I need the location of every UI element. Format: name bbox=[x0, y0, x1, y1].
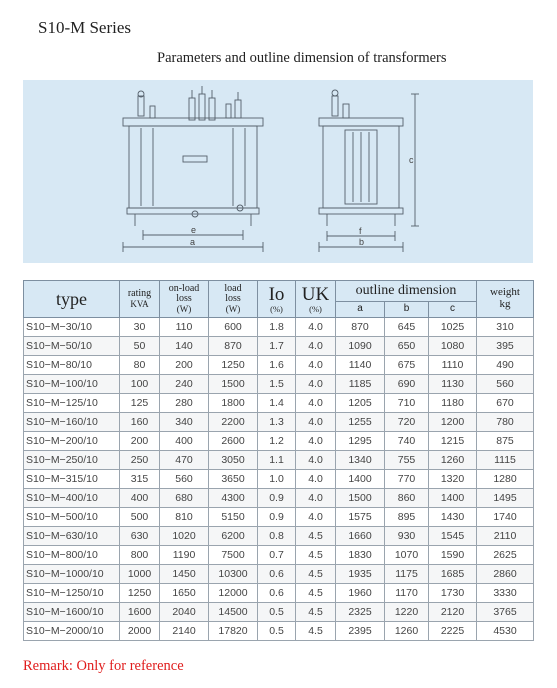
cell-rating: 500 bbox=[120, 508, 160, 527]
cell-weight: 2860 bbox=[477, 565, 534, 584]
cell-dim-b: 690 bbox=[385, 375, 429, 394]
cell-onload-loss: 1190 bbox=[160, 546, 209, 565]
cell-io: 0.6 bbox=[258, 584, 296, 603]
header-dim-c: c bbox=[429, 302, 477, 318]
cell-dim-a: 870 bbox=[336, 318, 385, 337]
header-dim-b: b bbox=[385, 302, 429, 318]
cell-dim-c: 2120 bbox=[429, 603, 477, 622]
cell-dim-b: 650 bbox=[385, 337, 429, 356]
series-title: S10-M Series bbox=[38, 18, 132, 37]
cell-type: S10−M−80/10 bbox=[24, 356, 120, 375]
cell-type: S10−M−50/10 bbox=[24, 337, 120, 356]
cell-dim-c: 1180 bbox=[429, 394, 477, 413]
dimension-label-c: c bbox=[409, 155, 414, 165]
cell-rating: 1000 bbox=[120, 565, 160, 584]
cell-load-loss: 2200 bbox=[209, 413, 258, 432]
cell-uk: 4.0 bbox=[296, 508, 336, 527]
cell-rating: 100 bbox=[120, 375, 160, 394]
cell-dim-c: 1200 bbox=[429, 413, 477, 432]
cell-weight: 2625 bbox=[477, 546, 534, 565]
cell-uk: 4.0 bbox=[296, 394, 336, 413]
cell-io: 1.8 bbox=[258, 318, 296, 337]
cell-uk: 4.0 bbox=[296, 451, 336, 470]
cell-onload-loss: 1020 bbox=[160, 527, 209, 546]
cell-dim-b: 755 bbox=[385, 451, 429, 470]
cell-dim-b: 770 bbox=[385, 470, 429, 489]
cell-weight: 1280 bbox=[477, 470, 534, 489]
header-rating: rating KVA bbox=[120, 281, 160, 318]
cell-load-loss: 870 bbox=[209, 337, 258, 356]
cell-io: 1.0 bbox=[258, 470, 296, 489]
cell-uk: 4.5 bbox=[296, 565, 336, 584]
cell-onload-loss: 110 bbox=[160, 318, 209, 337]
table-row bbox=[24, 451, 534, 470]
cell-rating: 2000 bbox=[120, 622, 160, 641]
cell-dim-c: 1730 bbox=[429, 584, 477, 603]
cell-io: 1.1 bbox=[258, 451, 296, 470]
cell-dim-c: 1685 bbox=[429, 565, 477, 584]
cell-load-loss: 4300 bbox=[209, 489, 258, 508]
header-outline-dimension: outline dimension bbox=[336, 281, 477, 302]
cell-rating: 315 bbox=[120, 470, 160, 489]
cell-type: S10−M−250/10 bbox=[24, 451, 120, 470]
table-row bbox=[24, 527, 534, 546]
cell-io: 0.9 bbox=[258, 508, 296, 527]
cell-dim-b: 675 bbox=[385, 356, 429, 375]
cell-dim-a: 1935 bbox=[336, 565, 385, 584]
cell-weight: 2110 bbox=[477, 527, 534, 546]
cell-uk: 4.0 bbox=[296, 337, 336, 356]
transformer-outline-drawing bbox=[23, 80, 533, 263]
cell-load-loss: 14500 bbox=[209, 603, 258, 622]
dimension-label-a: a bbox=[190, 237, 196, 247]
cell-type: S10−M−125/10 bbox=[24, 394, 120, 413]
cell-dim-c: 1260 bbox=[429, 451, 477, 470]
cell-dim-a: 1340 bbox=[336, 451, 385, 470]
cell-uk: 4.5 bbox=[296, 546, 336, 565]
cell-uk: 4.0 bbox=[296, 318, 336, 337]
cell-dim-c: 1430 bbox=[429, 508, 477, 527]
cell-weight: 3330 bbox=[477, 584, 534, 603]
table-row bbox=[24, 565, 534, 584]
cell-type: S10−M−400/10 bbox=[24, 489, 120, 508]
table-row bbox=[24, 413, 534, 432]
cell-rating: 1250 bbox=[120, 584, 160, 603]
dimension-label-b: b bbox=[359, 237, 365, 247]
cell-onload-loss: 1450 bbox=[160, 565, 209, 584]
cell-onload-loss: 340 bbox=[160, 413, 209, 432]
cell-io: 0.9 bbox=[258, 489, 296, 508]
cell-dim-c: 1590 bbox=[429, 546, 477, 565]
table-row bbox=[24, 546, 534, 565]
cell-rating: 400 bbox=[120, 489, 160, 508]
table-row bbox=[24, 337, 534, 356]
table-row bbox=[24, 489, 534, 508]
cell-type: S10−M−2000/10 bbox=[24, 622, 120, 641]
cell-onload-loss: 200 bbox=[160, 356, 209, 375]
cell-rating: 200 bbox=[120, 432, 160, 451]
cell-load-loss: 2600 bbox=[209, 432, 258, 451]
cell-dim-a: 1255 bbox=[336, 413, 385, 432]
cell-dim-c: 1110 bbox=[429, 356, 477, 375]
table-row bbox=[24, 508, 534, 527]
cell-dim-a: 1185 bbox=[336, 375, 385, 394]
cell-dim-b: 895 bbox=[385, 508, 429, 527]
header-io: Io (%) bbox=[258, 281, 296, 318]
cell-weight: 395 bbox=[477, 337, 534, 356]
table-row bbox=[24, 584, 534, 603]
cell-io: 1.7 bbox=[258, 337, 296, 356]
cell-io: 1.2 bbox=[258, 432, 296, 451]
cell-type: S10−M−100/10 bbox=[24, 375, 120, 394]
table-row bbox=[24, 394, 534, 413]
cell-io: 1.6 bbox=[258, 356, 296, 375]
cell-dim-b: 710 bbox=[385, 394, 429, 413]
cell-type: S10−M−160/10 bbox=[24, 413, 120, 432]
cell-onload-loss: 240 bbox=[160, 375, 209, 394]
cell-dim-c: 1080 bbox=[429, 337, 477, 356]
cell-rating: 630 bbox=[120, 527, 160, 546]
cell-uk: 4.5 bbox=[296, 527, 336, 546]
cell-dim-b: 645 bbox=[385, 318, 429, 337]
dimension-label-e: e bbox=[191, 225, 197, 235]
cell-weight: 4530 bbox=[477, 622, 534, 641]
cell-type: S10−M−1250/10 bbox=[24, 584, 120, 603]
table-row bbox=[24, 432, 534, 451]
cell-io: 0.5 bbox=[258, 603, 296, 622]
cell-dim-c: 1545 bbox=[429, 527, 477, 546]
cell-io: 1.4 bbox=[258, 394, 296, 413]
cell-dim-a: 1140 bbox=[336, 356, 385, 375]
page-subtitle: Parameters and outline dimension of transformers bbox=[157, 50, 447, 66]
cell-uk: 4.0 bbox=[296, 356, 336, 375]
cell-load-loss: 17820 bbox=[209, 622, 258, 641]
cell-onload-loss: 140 bbox=[160, 337, 209, 356]
cell-weight: 1115 bbox=[477, 451, 534, 470]
cell-io: 0.6 bbox=[258, 565, 296, 584]
table-row bbox=[24, 375, 534, 394]
remark-note: Remark: Only for reference bbox=[23, 658, 184, 674]
cell-load-loss: 6200 bbox=[209, 527, 258, 546]
header-onload-loss: on-load loss (W) bbox=[160, 281, 209, 318]
cell-rating: 125 bbox=[120, 394, 160, 413]
cell-dim-c: 1215 bbox=[429, 432, 477, 451]
table-row bbox=[24, 603, 534, 622]
cell-load-loss: 1500 bbox=[209, 375, 258, 394]
cell-dim-a: 1500 bbox=[336, 489, 385, 508]
cell-rating: 250 bbox=[120, 451, 160, 470]
cell-type: S10−M−200/10 bbox=[24, 432, 120, 451]
cell-io: 0.5 bbox=[258, 622, 296, 641]
cell-uk: 4.0 bbox=[296, 375, 336, 394]
cell-load-loss: 3650 bbox=[209, 470, 258, 489]
cell-dim-a: 1295 bbox=[336, 432, 385, 451]
cell-load-loss: 3050 bbox=[209, 451, 258, 470]
cell-onload-loss: 560 bbox=[160, 470, 209, 489]
header-load-loss: load loss (W) bbox=[209, 281, 258, 318]
cell-type: S10−M−1600/10 bbox=[24, 603, 120, 622]
cell-onload-loss: 280 bbox=[160, 394, 209, 413]
cell-load-loss: 5150 bbox=[209, 508, 258, 527]
cell-weight: 780 bbox=[477, 413, 534, 432]
parameters-table bbox=[23, 280, 534, 641]
cell-io: 1.3 bbox=[258, 413, 296, 432]
cell-rating: 1600 bbox=[120, 603, 160, 622]
cell-io: 0.8 bbox=[258, 527, 296, 546]
table-row bbox=[24, 470, 534, 489]
table-row bbox=[24, 318, 534, 337]
header-type: type bbox=[24, 281, 120, 318]
cell-dim-c: 1130 bbox=[429, 375, 477, 394]
cell-type: S10−M−630/10 bbox=[24, 527, 120, 546]
cell-dim-c: 1400 bbox=[429, 489, 477, 508]
cell-type: S10−M−30/10 bbox=[24, 318, 120, 337]
cell-onload-loss: 810 bbox=[160, 508, 209, 527]
cell-onload-loss: 680 bbox=[160, 489, 209, 508]
header-uk: UK (%) bbox=[296, 281, 336, 318]
cell-weight: 670 bbox=[477, 394, 534, 413]
cell-rating: 80 bbox=[120, 356, 160, 375]
cell-dim-b: 860 bbox=[385, 489, 429, 508]
cell-dim-b: 1170 bbox=[385, 584, 429, 603]
cell-onload-loss: 1650 bbox=[160, 584, 209, 603]
parameters-table-body bbox=[24, 318, 534, 641]
cell-rating: 800 bbox=[120, 546, 160, 565]
cell-dim-b: 740 bbox=[385, 432, 429, 451]
cell-load-loss: 1800 bbox=[209, 394, 258, 413]
cell-dim-b: 1070 bbox=[385, 546, 429, 565]
cell-uk: 4.0 bbox=[296, 489, 336, 508]
cell-onload-loss: 2040 bbox=[160, 603, 209, 622]
cell-uk: 4.5 bbox=[296, 622, 336, 641]
cell-dim-a: 1205 bbox=[336, 394, 385, 413]
cell-load-loss: 7500 bbox=[209, 546, 258, 565]
cell-type: S10−M−1000/10 bbox=[24, 565, 120, 584]
cell-onload-loss: 2140 bbox=[160, 622, 209, 641]
cell-uk: 4.0 bbox=[296, 413, 336, 432]
cell-dim-b: 1220 bbox=[385, 603, 429, 622]
cell-rating: 30 bbox=[120, 318, 160, 337]
cell-load-loss: 10300 bbox=[209, 565, 258, 584]
cell-dim-a: 1960 bbox=[336, 584, 385, 603]
cell-type: S10−M−800/10 bbox=[24, 546, 120, 565]
cell-dim-a: 1400 bbox=[336, 470, 385, 489]
cell-type: S10−M−500/10 bbox=[24, 508, 120, 527]
header-dim-a: a bbox=[336, 302, 385, 318]
cell-dim-b: 930 bbox=[385, 527, 429, 546]
cell-onload-loss: 470 bbox=[160, 451, 209, 470]
cell-dim-a: 1660 bbox=[336, 527, 385, 546]
cell-onload-loss: 400 bbox=[160, 432, 209, 451]
cell-load-loss: 12000 bbox=[209, 584, 258, 603]
cell-weight: 3765 bbox=[477, 603, 534, 622]
cell-weight: 560 bbox=[477, 375, 534, 394]
cell-load-loss: 1250 bbox=[209, 356, 258, 375]
cell-uk: 4.0 bbox=[296, 432, 336, 451]
cell-io: 1.5 bbox=[258, 375, 296, 394]
cell-uk: 4.0 bbox=[296, 470, 336, 489]
cell-type: S10−M−315/10 bbox=[24, 470, 120, 489]
cell-dim-c: 1320 bbox=[429, 470, 477, 489]
cell-rating: 50 bbox=[120, 337, 160, 356]
cell-weight: 1740 bbox=[477, 508, 534, 527]
cell-dim-b: 720 bbox=[385, 413, 429, 432]
header-weight: weight kg bbox=[477, 281, 534, 318]
cell-dim-b: 1260 bbox=[385, 622, 429, 641]
cell-uk: 4.5 bbox=[296, 603, 336, 622]
dimension-label-f: f bbox=[359, 226, 362, 236]
cell-dim-b: 1175 bbox=[385, 565, 429, 584]
table-row bbox=[24, 622, 534, 641]
cell-weight: 875 bbox=[477, 432, 534, 451]
side-view-drawing bbox=[319, 90, 419, 252]
cell-weight: 1495 bbox=[477, 489, 534, 508]
cell-dim-c: 1025 bbox=[429, 318, 477, 337]
cell-dim-c: 2225 bbox=[429, 622, 477, 641]
cell-dim-a: 2395 bbox=[336, 622, 385, 641]
cell-weight: 310 bbox=[477, 318, 534, 337]
cell-uk: 4.5 bbox=[296, 584, 336, 603]
cell-io: 0.7 bbox=[258, 546, 296, 565]
cell-dim-a: 1090 bbox=[336, 337, 385, 356]
cell-weight: 490 bbox=[477, 356, 534, 375]
cell-load-loss: 600 bbox=[209, 318, 258, 337]
cell-dim-a: 1830 bbox=[336, 546, 385, 565]
cell-dim-a: 1575 bbox=[336, 508, 385, 527]
cell-dim-a: 2325 bbox=[336, 603, 385, 622]
table-row bbox=[24, 356, 534, 375]
cell-rating: 160 bbox=[120, 413, 160, 432]
